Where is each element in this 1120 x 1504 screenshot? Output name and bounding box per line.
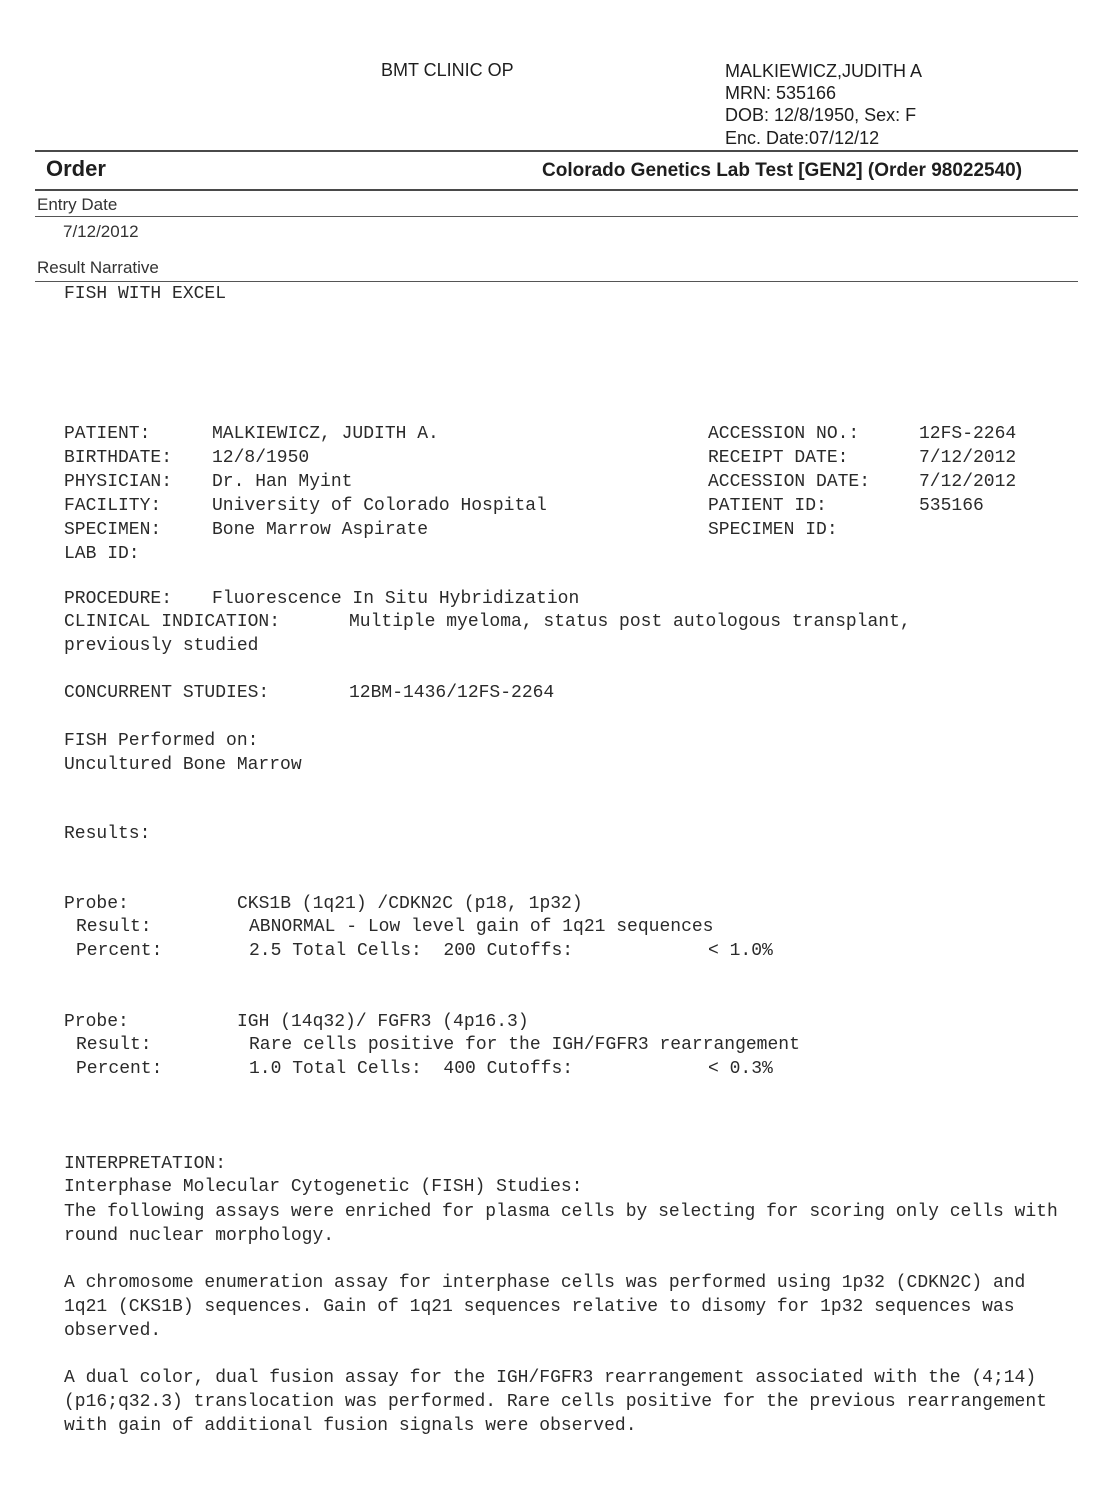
probe-2-cutoff: < 0.3%	[708, 1059, 773, 1079]
facility-label: FACILITY:	[64, 496, 162, 516]
clinic-name: BMT CLINIC OP	[381, 60, 514, 80]
probe-1-value: CKS1B (1q21) /CDKN2C (p18, 1p32)	[237, 894, 583, 914]
interpretation-subtitle: Interphase Molecular Cytogenetic (FISH) Studies:	[64, 1177, 583, 1197]
probe-1-cutoff: < 1.0%	[708, 941, 773, 961]
probe-1-result-label: Result:	[76, 917, 152, 937]
clinical-indication-value: Multiple myeloma, status post autologous transplant,	[349, 612, 911, 632]
probe-2-label: Probe:	[64, 1012, 129, 1032]
enc-date-header: Enc. Date:07/12/12	[725, 128, 880, 148]
probe-2-result-label: Result:	[76, 1035, 152, 1055]
physician-label: PHYSICIAN:	[64, 472, 173, 492]
probe-1-label: Probe:	[64, 894, 129, 914]
clinical-indication-cont: previously studied	[64, 636, 259, 656]
probe-1-result-value: ABNORMAL - Low level gain of 1q21 sequences	[249, 917, 714, 937]
fish-performed-value: Uncultured Bone Marrow	[64, 755, 302, 775]
probe-2-result-value: Rare cells positive for the IGH/FGFR3 rearrangement	[249, 1035, 800, 1055]
receipt-date-label: RECEIPT DATE:	[708, 448, 849, 468]
accession-no-value: 12FS-2264	[919, 424, 1017, 444]
probe-1-percent-label: Percent:	[76, 941, 163, 961]
entry-date-label: Entry Date	[37, 195, 118, 214]
concurrent-studies-value: 12BM-1436/12FS-2264	[349, 683, 555, 703]
specimen-value: Bone Marrow Aspirate	[212, 520, 429, 540]
order-test-title: Colorado Genetics Lab Test [GEN2] (Order 98022540)	[542, 160, 1023, 181]
result-narrative-divider	[35, 281, 1078, 282]
procedure-label: PROCEDURE:	[64, 589, 173, 609]
dob-sex-header: DOB: 12/8/1950, Sex: F	[725, 105, 917, 125]
result-narrative-label: Result Narrative	[37, 258, 159, 277]
accession-date-label: ACCESSION DATE:	[708, 472, 871, 492]
interpretation-label: INTERPRETATION:	[64, 1154, 227, 1174]
birthdate-value: 12/8/1950	[212, 448, 310, 468]
accession-date-value: 7/12/2012	[919, 472, 1017, 492]
birthdate-label: BIRTHDATE:	[64, 448, 173, 468]
probe-2-value: IGH (14q32)/ FGFR3 (4p16.3)	[237, 1012, 529, 1032]
accession-no-label: ACCESSION NO.:	[708, 424, 860, 444]
entry-date-divider	[35, 216, 1078, 217]
patient-name-header: MALKIEWICZ,JUDITH A	[725, 61, 923, 81]
interpretation-paragraph-3: A dual color, dual fusion assay for the IGH/FGFR3 rearrangement associated with the (4;14)(p16;q32.3) translocation was performed. Rare cells positive for the previous rearrangement with gain of additional fusion signals were observed.	[64, 1368, 1047, 1436]
mrn-header: MRN: 535166	[725, 83, 837, 103]
clinical-indication-label: CLINICAL INDICATION:	[64, 612, 281, 632]
probe-2-percent-value: 1.0 Total Cells: 400 Cutoffs:	[249, 1059, 574, 1079]
specimen-id-label: SPECIMEN ID:	[708, 520, 838, 540]
receipt-date-value: 7/12/2012	[919, 448, 1017, 468]
physician-value: Dr. Han Myint	[212, 472, 353, 492]
facility-value: University of Colorado Hospital	[212, 496, 547, 516]
patient-label: PATIENT:	[64, 424, 151, 444]
entry-date-value: 7/12/2012	[63, 222, 139, 241]
probe-2-percent-label: Percent:	[76, 1059, 163, 1079]
order-divider	[35, 189, 1078, 191]
concurrent-studies-label: CONCURRENT STUDIES:	[64, 683, 270, 703]
results-label: Results:	[64, 824, 151, 844]
header-divider	[35, 150, 1078, 152]
patient-value: MALKIEWICZ, JUDITH A.	[212, 424, 439, 444]
interpretation-paragraph-2: A chromosome enumeration assay for interphase cells was performed using 1p32 (CDKN2C) and 1q21 (CKS1B) sequences. Gain of 1q21 sequences relative to disomy for 1p32 sequences was observed.	[64, 1273, 1026, 1341]
patient-id-label: PATIENT ID:	[708, 496, 827, 516]
patient-id-value: 535166	[919, 496, 984, 516]
probe-1-percent-value: 2.5 Total Cells: 200 Cutoffs:	[249, 941, 574, 961]
fish-performed-label: FISH Performed on:	[64, 731, 259, 751]
procedure-value: Fluorescence In Situ Hybridization	[212, 589, 580, 609]
narrative-first-line: FISH WITH EXCEL	[64, 284, 227, 304]
specimen-label: SPECIMEN:	[64, 520, 162, 540]
order-label: Order	[46, 156, 106, 181]
lab-id-label: LAB ID:	[64, 544, 140, 564]
interpretation-paragraph-1: The following assays were enriched for plasma cells by selecting for scoring only cells with round nuclear morphology.	[64, 1202, 1058, 1246]
